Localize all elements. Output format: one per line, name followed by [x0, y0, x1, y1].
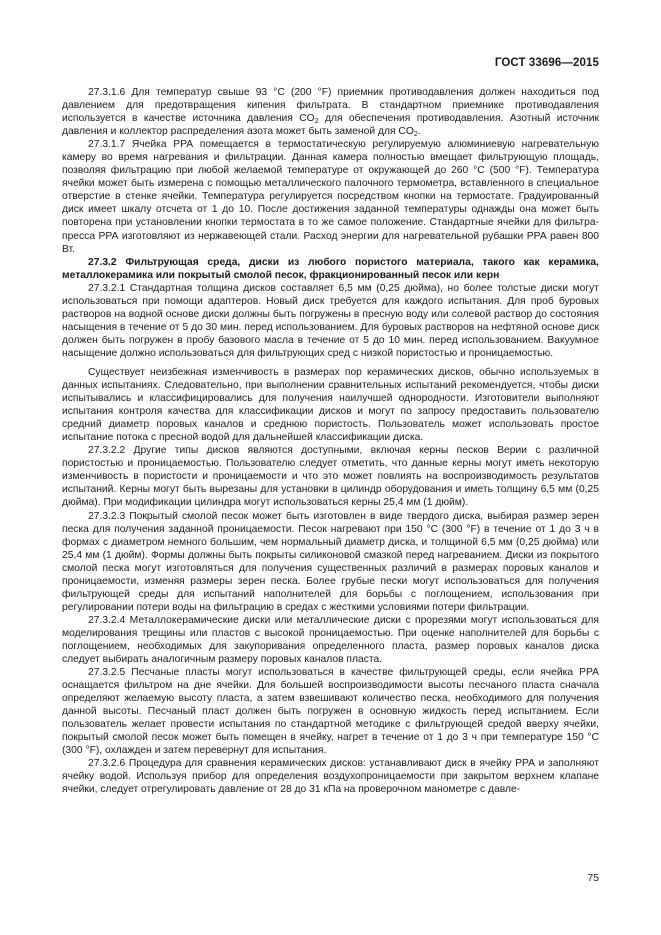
paragraph-27-3-1-6: 27.3.1.6 Для температур свыше 93 °С (200 °F) приемник противодавления должен находиться под давлением для предотвращения кипения фильтрата. В стандартном приемнике противодавления используется в качестве источника давления $CO_2$ для обеспечения противодавления. Азотный источник давления и коллектор распределения азота может быть заменой для $CO_2$.	[62, 87, 599, 139]
paragraph-disk-variability: Существует неизбежная изменчивость в размерах пор керамических дисков, обычно используемых в данных испытаниях. Следовательно, при выполнении сравнительных испытаний рекомендуется, чтобы диски испытывались и классифицировались для получения наилучшей однородности. Изготовители выполняют испытания контроля качества для классификации дисков и могут по запросу предоставить пользователю средний диаметр поровых каналов и среднюю пористость. Пользователь может использовать простое испытание потока с пресной водой для дальнейшей классификации диска.	[62, 366, 599, 444]
paragraph-27-3-1-7: 27.3.1.7 Ячейка РРА помещается в термостатическую регулируемую алюминиевую нагревательную камеру во время нагревания и фильтрации. Данная камера полностью вмещает фильтрующую площадь, позволяя фильтрацию при любой желаемой температуре от окружающей до 260 °С (500 °F). Температура ячейки может быть измерена с помощью металлического палочного термометра, вставленного в специальное отверстие в стенке ячейки. Температура регулируется посредством кнопки на термостате. Градуированный диск имеет шкалу отсчета от 1 до 10. После достижения заданной температуры однажды она может быть повторена при установлении кнопки термостата в то же самое положение. Стандартные ячейки для фильтра-пресса РРА изготовляют из нержавеющей стали. Расход энергии для нагревательной рубашки РРА равен 800 Вт.	[62, 139, 599, 255]
paragraph-27-3-2-5: 27.3.2.5 Песчаные пласты могут использоваться в качестве фильтрующей среды, если ячейка РРА оснащается фильтром на дне ячейки. Для большей воспроизводимости высоты песчаного пласта сначала определяют желаемую высоту пласта, а затем взвешивают количество песка, необходимого для получения данной высоты. Песчаный пласт должен быть погружен в основную жидкость перед испытанием. Если пользователь желает провести испытания по стандартной методике с фильтрующей средой вверху ячейки, покрытый смолой песок может быть помещен в ячейку, нагрет в течение от 1 до 3 ч при температуре 150 °С (300 °F), охлажден и затем перевернут для испытания.	[62, 667, 599, 757]
section-heading-27-3-2: 27.3.2 Фильтрующая среда, диски из любого пористого материала, такого как керамика, металлокерамика или покрытый смолой песок, фракционированный песок или керн	[62, 256, 599, 281]
document-header: ГОСТ 33696—2015	[494, 57, 599, 69]
page-number: 75	[587, 872, 599, 884]
paragraph-27-3-2-6: 27.3.2.6 Процедура для сравнения керамических дисков: устанавливают диск в ячейку РРА и заполняют ячейку водой. Используя прибор для определения воздухопроницаемости при закрытом верхнем клапане ячейки, следует отрегулировать давление от 28 до 31 кПа на проверочном манометре с давле-	[62, 758, 599, 796]
paragraph-27-3-2-2: 27.3.2.2 Другие типы дисков являются доступными, включая керны песков Верии с различной пористостью и проницаемостью. Пользователю следует отметить, что данные керны могут иметь некоторую изменчивость в пористости и проницаемости и что это может повлиять на воспроизводимость результатов испытаний. Керны могут быть вырезаны для установки в цилиндр оборудования и иметь толщину 6,5 мм (0,25 дюйма). При модификации цилиндра могут использоваться керны 25,4 мм (1 дюйм).	[62, 445, 599, 509]
paragraph-27-3-2-4: 27.3.2.4 Металлокерамические диски или металлические диски с прорезями могут использоваться для моделирования трещины или пластов с высокой проницаемостью. При оценке наполнителей для борьбы с поглощением, необходимых для закупоривания определенного пласта, размер поровых каналов диска следует выбирать аналогичным размеру поровых каналов пласта.	[62, 614, 599, 666]
paragraph-27-3-2-1: 27.3.2.1 Стандартная толщина дисков составляет 6,5 мм (0,25 дюйма), но более толстые диски могут использоваться при помощи адаптеров. Новый диск требуется для каждого испытания. Для проб буровых растворов на водной основе диски должны быть погружены в пресную воду или солевой раствор до состояния насыщения в течение от 5 до 30 мин. перед использованием. Для буровых растворов на нефтяной основе диск должен быть погружен в пробу базового масла в течение от 5 до 10 мин. перед использованием. Вакуумное насыщение должно использоваться для фильтрующих сред с низкой пористостью и проницаемостью.	[62, 282, 599, 359]
paragraph-27-3-2-3: 27.3.2.3 Покрытый смолой песок может быть изготовлен в виде твердого диска, выбирая размер зерен песка для получения заданной проницаемости. Песок нагревают при 150 °С (300 °F) в течение от 1 до 3 ч в формах с диаметром немного большим, чем нормальный диаметр диска, и толщиной 6,5 мм (0,25 дюйма) или 25,4 мм (1 дюйм). Формы должны быть покрыты силиконовой смазкой перед нагреванием. Диски из покрытого смолой песка могут изготовляться для получения существенных различий в размерах поровых каналов и проницаемости, изменяя размеры зерен песка. Более грубые пески могут использоваться для получения фильтрующей среды для испытаний наполнителей для борьбы с поглощением, использования при регулировании потери воды на фильтрацию в средах с жесткими условиями потери фильтрации.	[62, 510, 599, 613]
document-body	[62, 86, 599, 797]
